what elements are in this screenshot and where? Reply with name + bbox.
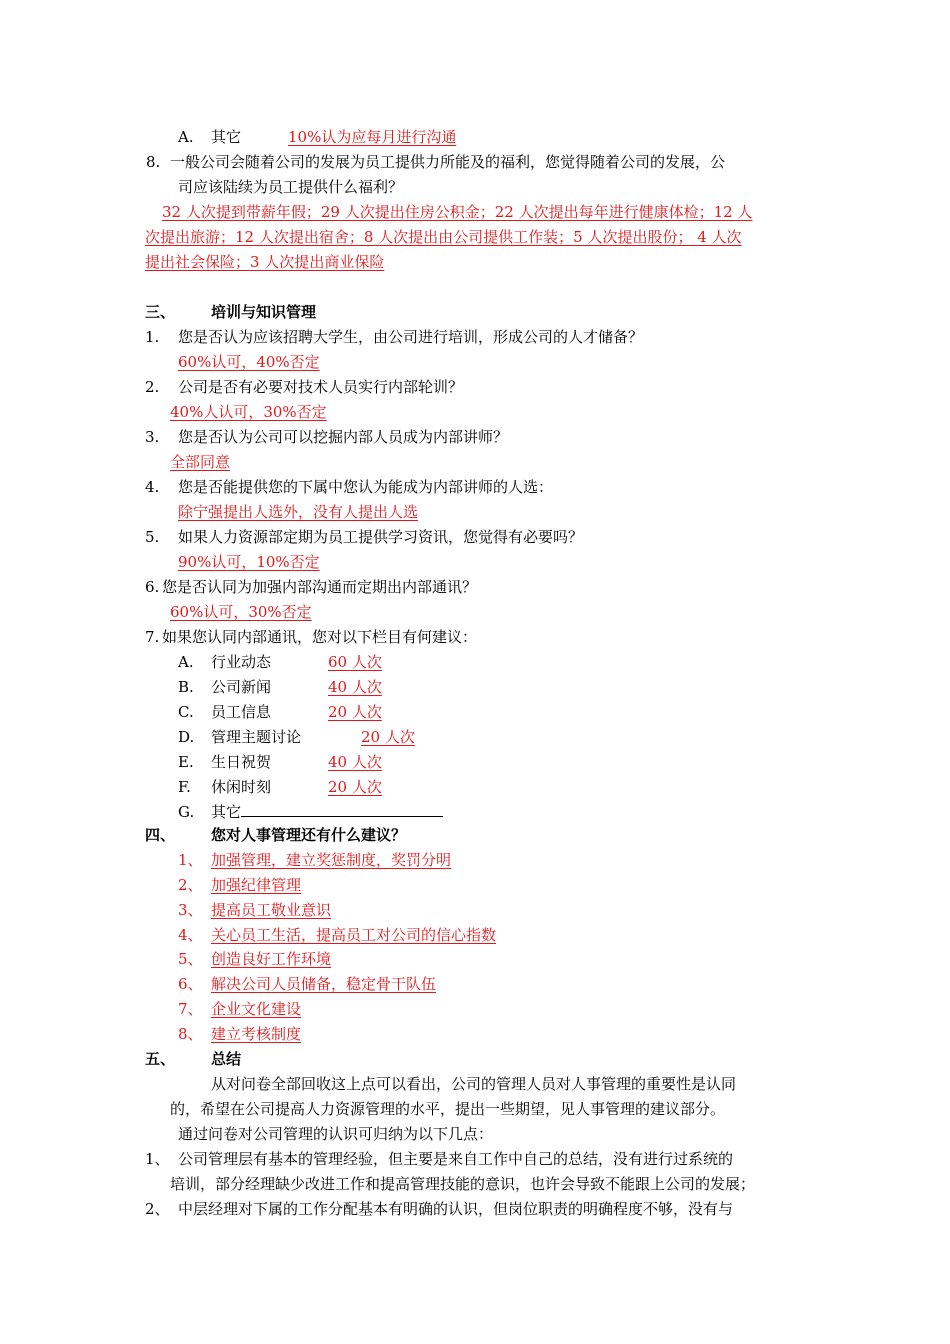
- s3-q3-number: 3.: [145, 428, 160, 446]
- section4-title: 您对人事管理还有什么建议？: [211, 826, 407, 844]
- q7-option-letter: C.: [178, 703, 194, 721]
- s4-item-number: 1、: [178, 851, 203, 869]
- option-a-text: 其它: [211, 128, 242, 146]
- s3-q5-answer: 90%认可，10%否定: [178, 553, 320, 571]
- s4-item-text: 创造良好工作环境: [211, 950, 332, 968]
- s4-item-number: 6、: [178, 975, 203, 993]
- section4-number: 四、: [145, 826, 176, 844]
- q7-option-letter: A.: [178, 653, 194, 671]
- s4-item-number: 2、: [178, 876, 203, 894]
- s3-q1-number: 1.: [145, 328, 160, 346]
- s4-item-text: 解决公司人员储备，稳定骨干队伍: [211, 975, 437, 993]
- q7-other-letter: G.: [178, 803, 195, 821]
- s4-item-text: 关心员工生活，提高员工对公司的信心指数: [211, 926, 497, 944]
- summary-point1-number: 1、: [145, 1150, 170, 1168]
- s3-q1-answer: 60%认可，40%否定: [178, 353, 320, 371]
- q7-option-label: 公司新闻: [211, 678, 272, 696]
- s3-q6-text: 您是否认同为加强内部沟通而定期出内部通讯？: [162, 578, 478, 596]
- s3-q7-number: 7.: [145, 628, 160, 646]
- q7-option-answer: 60 人次: [328, 653, 382, 671]
- s3-q4-text: 您是否能提供您的下属中您认为能成为内部讲师的人选：: [178, 478, 554, 496]
- s4-item-text: 建立考核制度: [211, 1025, 302, 1043]
- q7-option-label: 生日祝贺: [211, 753, 272, 771]
- q7-other-label: 其它: [211, 803, 242, 821]
- s4-item-number: 3、: [178, 901, 203, 919]
- s4-item-text: 提高员工敬业意识: [211, 901, 332, 919]
- q7-option-label: 行业动态: [211, 653, 272, 671]
- q7-option-label: 员工信息: [211, 703, 272, 721]
- q7-option-answer: 20 人次: [328, 778, 382, 796]
- s4-item-number: 8、: [178, 1025, 203, 1043]
- q7-option-letter: F.: [178, 778, 191, 796]
- s4-item-number: 4、: [178, 926, 203, 944]
- s4-item-number: 7、: [178, 1000, 203, 1018]
- summary-point2-line1: 中层经理对下属的工作分配基本有明确的认识，但岗位职责的明确程度不够，没有与: [178, 1200, 734, 1218]
- s3-q4-answer: 除宁强提出人选外，没有人提出人选: [178, 503, 419, 521]
- s3-q2-text: 公司是否有必要对技术人员实行内部轮训？: [178, 378, 464, 396]
- s4-item-number: 5、: [178, 950, 203, 968]
- summary-para2: 通过问卷对公司管理的认识可归纳为以下几点：: [178, 1125, 494, 1143]
- q7-option-letter: D.: [178, 728, 195, 746]
- q7-option-answer: 20 人次: [328, 703, 382, 721]
- s3-q2-answer: 40%人认可，30%否定: [170, 403, 327, 421]
- q7-option-answer: 40 人次: [328, 678, 382, 696]
- section5-title: 总结: [211, 1050, 242, 1068]
- s3-q2-number: 2.: [145, 378, 160, 396]
- q8-question-line1: 一般公司会随着公司的发展为员工提供力所能及的福利，您觉得随着公司的发展，公: [170, 153, 726, 171]
- q8-answer-line3: 提出社会保险；3 人次提出商业保险: [145, 253, 385, 271]
- q7-other-blank-line: [241, 801, 443, 817]
- s3-q6-number: 6.: [145, 578, 160, 596]
- s3-q4-number: 4.: [145, 478, 160, 496]
- q7-option-answer: 40 人次: [328, 753, 382, 771]
- s3-q3-answer: 全部同意: [170, 453, 231, 471]
- q7-option-label: 休闲时刻: [211, 778, 272, 796]
- summary-point1-line1: 公司管理层有基本的管理经验，但主要是来自工作中自己的总结，没有进行过系统的: [178, 1150, 734, 1168]
- q7-option-letter: B.: [178, 678, 194, 696]
- section3-number: 三、: [145, 303, 176, 321]
- s3-q5-number: 5.: [145, 528, 160, 546]
- summary-point2-number: 2、: [145, 1200, 170, 1218]
- s3-q1-text: 您是否认为应该招聘大学生，由公司进行培训，形成公司的人才储备？: [178, 328, 644, 346]
- s3-q5-text: 如果人力资源部定期为员工提供学习资讯，您觉得有必要吗？: [178, 528, 584, 546]
- section3-title: 培训与知识管理: [211, 303, 317, 321]
- s4-item-text: 加强管理，建立奖惩制度，奖罚分明: [211, 851, 452, 869]
- q7-option-label: 管理主题讨论: [211, 728, 302, 746]
- s3-q3-text: 您是否认为公司可以挖掘内部人员成为内部讲师？: [178, 428, 509, 446]
- summary-point1-line2: 培训，部分经理缺少改进工作和提高管理技能的意识，也许会导致不能跟上公司的发展；: [170, 1175, 756, 1193]
- s3-q6-answer: 60%认可，30%否定: [170, 603, 312, 621]
- s4-item-text: 企业文化建设: [211, 1000, 302, 1018]
- section5-number: 五、: [145, 1050, 176, 1068]
- s3-q7-text: 如果您认同内部通讯，您对以下栏目有何建议：: [162, 628, 478, 646]
- option-a-letter: A.: [178, 128, 194, 146]
- q7-option-letter: E.: [178, 753, 194, 771]
- q8-number: 8.: [146, 153, 161, 171]
- q8-answer-line1: 32 人次提到带薪年假；29 人次提出住房公积金；22 人次提出每年进行健康体检；12 人: [162, 203, 753, 221]
- option-a-answer: 10%认为应每月进行沟通: [288, 128, 457, 146]
- s4-item-text: 加强纪律管理: [211, 876, 302, 894]
- summary-para1-line2: 的，希望在公司提高人力资源管理的水平，提出一些期望，见人事管理的建议部分。: [170, 1100, 726, 1118]
- q7-other-row: [211, 801, 443, 823]
- q8-answer-line2: 次提出旅游；12 人次提出宿舍；8 人次提出由公司提供工作装；5 人次提出股份； 4 人次: [145, 228, 742, 246]
- summary-para1-line1: 从对问卷全部回收这上点可以看出，公司的管理人员对人事管理的重要性是认同: [211, 1075, 737, 1093]
- q8-question-line2: 司应该陆续为员工提供什么福利？: [178, 178, 404, 196]
- q7-option-answer: 20 人次: [361, 728, 415, 746]
